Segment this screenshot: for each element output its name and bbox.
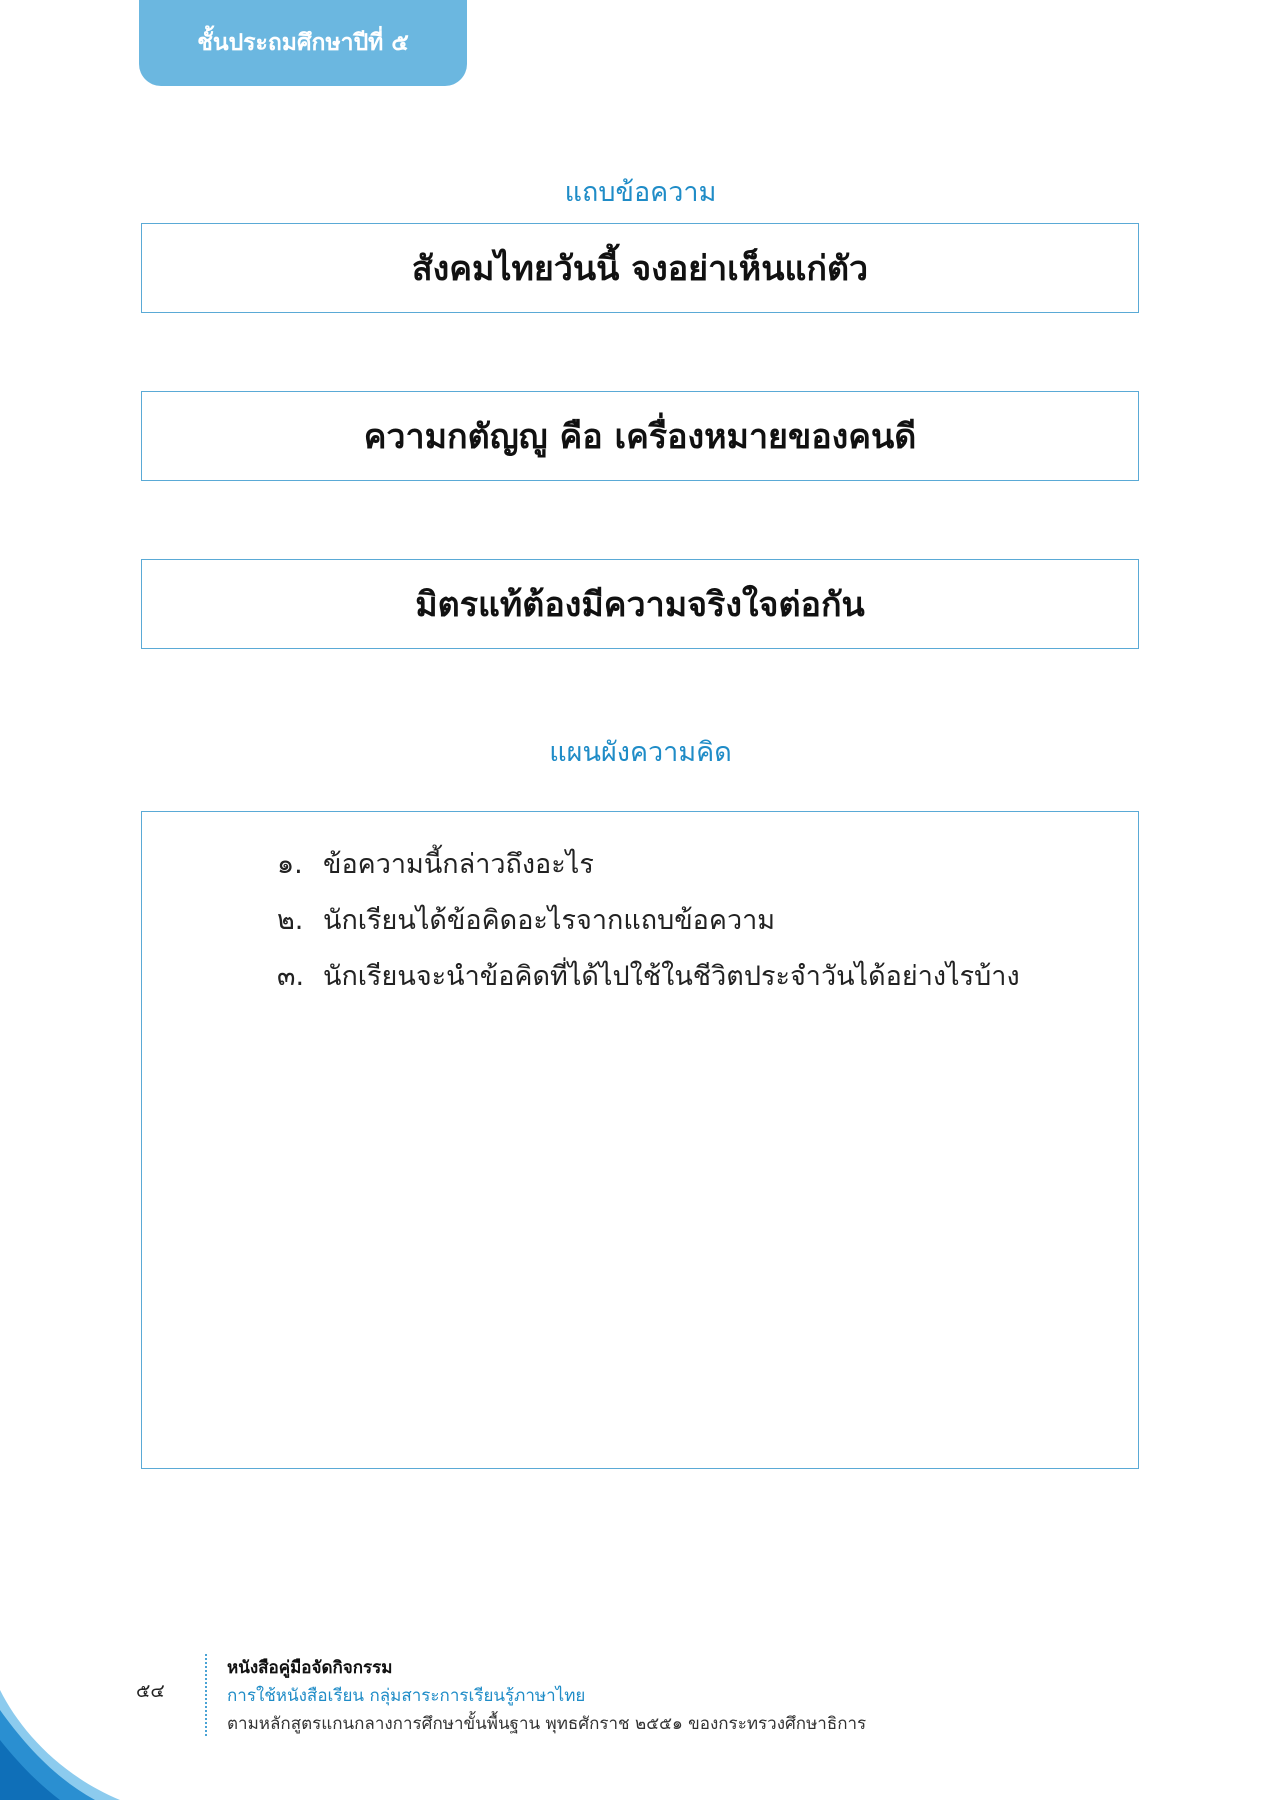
- page-number: ๕๔: [136, 1680, 165, 1702]
- question-text: นักเรียนได้ข้อคิดอะไรจากแถบข้อความ: [323, 905, 776, 936]
- question-text: ข้อความนี้กล่าวถึงอะไร: [323, 849, 594, 880]
- question-item: [277, 898, 775, 941]
- footer-divider: [205, 1654, 207, 1736]
- grade-level-label: ชั้นประถมศึกษาปีที่ ๕: [197, 29, 409, 56]
- message-banner-text: มิตรแท้ต้องมีความจริงใจต่อกัน: [415, 585, 865, 625]
- question-number: ๒.: [277, 905, 304, 936]
- mindmap-box: [141, 811, 1139, 1469]
- message-banner-text: ความกตัญญู คือ เครื่องหมายของคนดี: [363, 417, 917, 457]
- message-banner: [141, 391, 1139, 481]
- footer-book-title: หนังสือคู่มือจัดกิจกรรม: [227, 1658, 393, 1678]
- question-item: [277, 842, 594, 885]
- grade-level-tab: [139, 0, 467, 86]
- question-number: ๓.: [277, 961, 305, 992]
- question-text: นักเรียนจะนำข้อคิดที่ได้ไปใช้ในชีวิตประจำวันได้อย่างไรบ้าง: [323, 961, 1020, 992]
- footer-curriculum-note: ตามหลักสูตรแกนกลางการศึกษาขั้นพื้นฐาน พุทธศักราช ๒๕๕๑ ของกระทรวงศึกษาธิการ: [227, 1714, 867, 1734]
- message-section-heading: แถบข้อความ: [564, 177, 717, 208]
- corner-decoration: [0, 1690, 120, 1800]
- footer-subtitle: การใช้หนังสือเรียน กลุ่มสาระการเรียนรู้ภาษาไทย: [227, 1686, 586, 1706]
- message-banner-text: สังคมไทยวันนี้ จงอย่าเห็นแก่ตัว: [411, 249, 869, 289]
- message-banner: [141, 559, 1139, 649]
- question-item: [277, 954, 1020, 997]
- question-number: ๑.: [277, 849, 303, 880]
- message-banner: [141, 223, 1139, 313]
- mindmap-section-heading: แผนผังความคิด: [549, 737, 732, 768]
